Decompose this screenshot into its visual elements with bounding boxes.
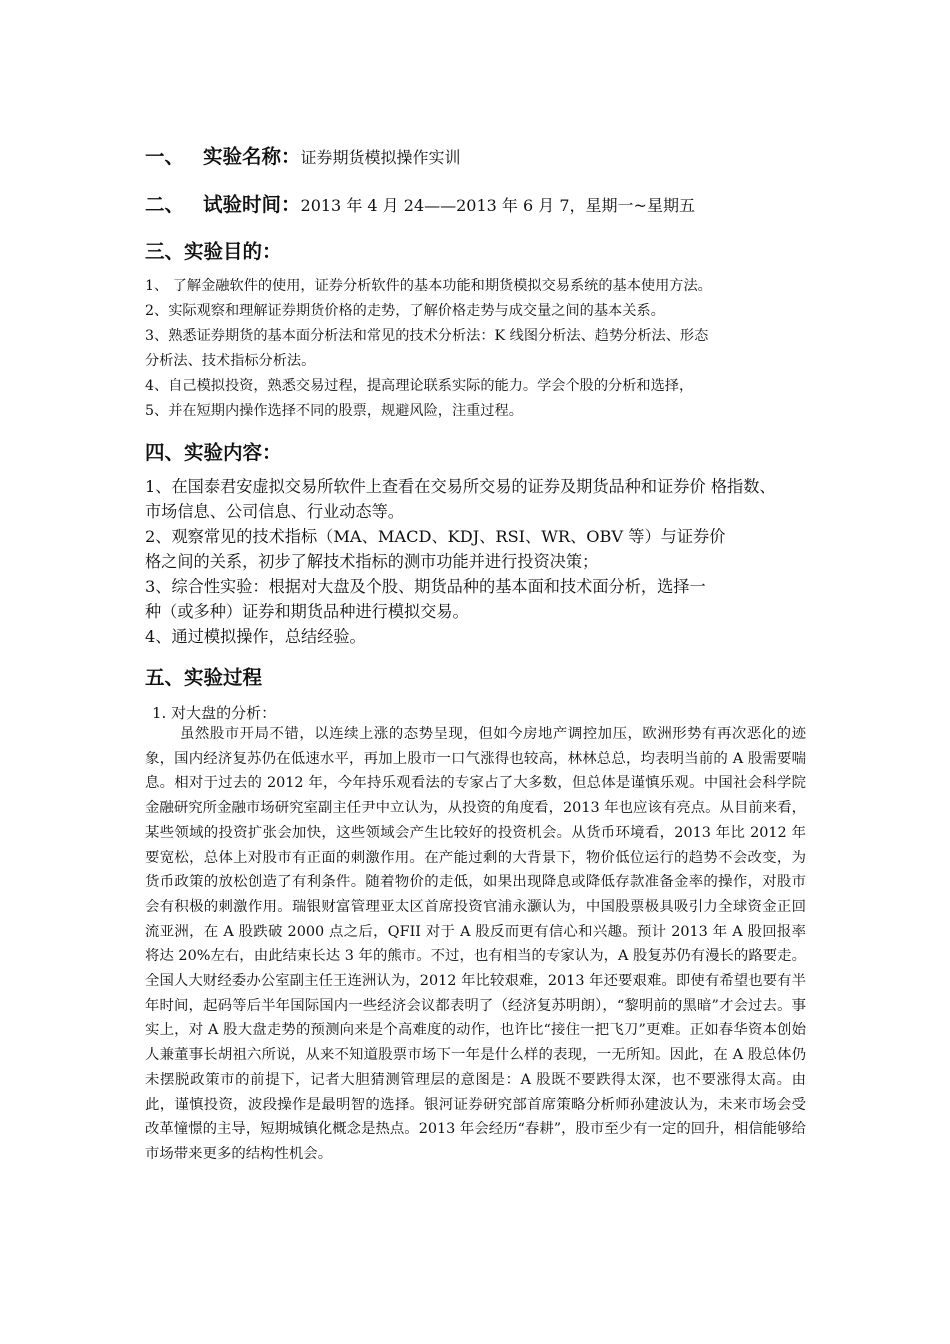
section-5-title: 五、实验过程: [145, 666, 263, 689]
market-analysis-paragraph: 虽然股市开局不错，以连续上涨的态势呈现，但如今房地产调控加压，欧洲形势有再次恶化的迹象，国内经济复苏仍在低速水平，再加上股市一口气涨得也较高，林林总总，均表明当前的 A 股需要喘息。相对于过去的 2012 年，今年持乐观看法的专家占了大多数，但总体是谨慎乐观。中国社会科学院金融研究所金融市场研究室副主任尹中立认为，从投资的角度看，2013 年也应该有亮点。从目前来看，某些领域的投资扩张会加快，这些领域会产生比较好的投资机会。从货币环境看，2013 年比 2012 年要宽松，总体上对股市有正面的刺激作用。在产能过剩的大背景下，物价低位运行的趋势不会改变，为货币政策的放松创造了有利条件。随着物价的走低，如果出现降息或降低存款准备金率的操作，对股市会有积极的刺激作用。瑞银财富管理亚太区首席投资官浦永灏认为，中国股票极具吸引力全球资金正回流亚洲，在 A 股跌破 2000 点之后，QFII 对于 A 股反而更有信心和兴趣。预计 2013 年 A 股回报率将达 20%左右，由此结束长达 3 年的熊市。不过，也有相当的专家认为，A 股复苏仍有漫长的路要走。全国人大财经委办公室副主任王连洲认为，2012 年比较艰难，2013 年还要艰难。即使有希望也要有半年时间，起码等后半年国际国内一些经济会议都表明了（经济复苏明朗），“黎明前的黑暗”才会过去。事实上，对 A 股大盘走势的预测向来是个高难度的动作，也许比“接住一把飞刀”更难。正如春华资本创始人兼董事长胡祖六所说，从来不知道股票市场下一年是什么样的表现，一无所知。因此，在 A 股总体仍未摆脱政策市的前提下，记者大胆猜测管理层的意图是：A 股既不要跌得太深，也不要涨得太高。由此，谨慎投资，波段操作是最明智的选择。银河证券研究部首席策略分析师孙建波认为，未来市场会受改革憧憬的主导，短期城镇化概念是热点。2013 年会经历“春耕”，股市至少有一定的回升，相信能够给市场带来更多的结构性机会。: [145, 726, 806, 1162]
market-analysis-subheading: 1. 对大盘的分析：: [152, 704, 277, 722]
section-4-title: 四、实验内容：: [145, 441, 282, 464]
section-3-title: 三、实验目的：: [145, 240, 282, 263]
section-2-label: 试验时间：: [203, 193, 301, 216]
section-2-heading: [145, 189, 695, 217]
section-1-number: 一、: [145, 145, 185, 168]
objective-line: 5、并在短期内操作选择不同的股票，规避风险，注重过程。: [145, 403, 523, 419]
objective-line: 3、熟悉证券期货的基本面分析法和常见的技术分析法：K 线图分析法、趋势分析法、形态: [145, 328, 709, 344]
content-line: 1、在国泰君安虚拟交易所软件上查看在交易所交易的证券及期货品种和证券价 格指数、: [145, 477, 776, 496]
section-2-value: 2013 年 4 月 24——2013 年 6 月 7，星期一~星期五: [300, 196, 695, 215]
objective-line: 4、自己模拟投资，熟悉交易过程，提高理论联系实际的能力。学会个股的分析和选择，: [145, 378, 694, 394]
content-line: 4、通过模拟操作，总结经验。: [145, 627, 366, 646]
objective-line: 1、 了解金融软件的使用，证券分析软件的基本功能和期货模拟交易系统的基本使用方法。: [145, 278, 712, 294]
section-1-heading: [145, 141, 461, 169]
content-line: 市场信息、公司信息、行业动态等。: [145, 502, 404, 521]
content-line: 3、综合性实验：根据对大盘及个股、期货品种的基本面和技术面分析，选择一: [145, 577, 706, 596]
content-line: 格之间的关系，初步了解技术指标的测市功能并进行投资决策；: [145, 552, 599, 571]
content-line: 2、观察常见的技术指标（MA、MACD、KDJ、RSI、WR、OBV 等）与证券价: [145, 527, 726, 546]
objective-line: 2、实际观察和理解证券期货价格的走势，了解价格走势与成交量之间的基本关系。: [145, 303, 665, 319]
objective-line: 分析法、技术指标分析法。: [145, 353, 316, 369]
section-1-label: 实验名称：: [203, 145, 301, 168]
content-line: 种（或多种）证券和期货品种进行模拟交易。: [145, 602, 469, 621]
section-1-value: 证券期货模拟操作实训: [300, 148, 461, 167]
section-2-number: 二、: [145, 193, 185, 216]
